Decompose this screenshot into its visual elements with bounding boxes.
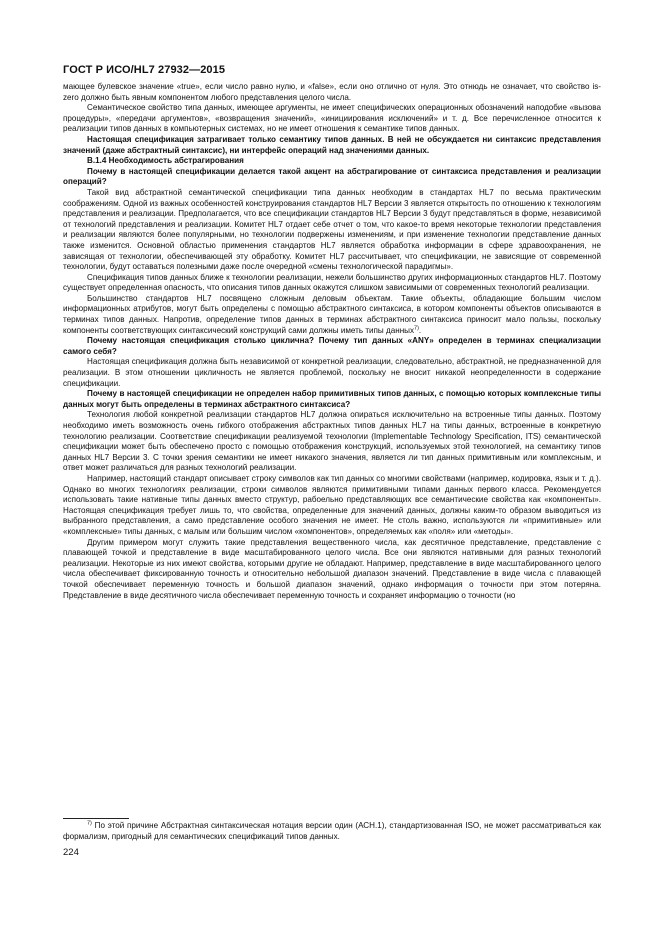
footnote-divider — [63, 818, 129, 819]
paragraph: Семантическое свойство типа данных, имеющее аргументы, не имеет специфических операционных обозначений наподобие «вызова процедуры», «передачи аргументов», «возвращения значений», «инициирования исключений» и т. д. Все перечисленное относится к реализации типов данных в компьютерных системах, но не имеет отношения к семантике типов данных. — [63, 103, 601, 134]
question-heading: Почему настоящая спецификация столько циклична? Почему тип данных «ANY» определен в терминах специализации самого себя? — [63, 336, 601, 356]
question-heading: Почему в настоящей спецификации не определен набор примитивных типов данных, с помощью которых комплексные типы данных могут быть определены в терминах абстрактного синтаксиса? — [63, 389, 601, 409]
paragraph: Например, настоящий стандарт описывает строку символов как тип данных со многими свойствами (например, кодировка, язык и т. д.). Однако во многих технологиях реализации, строки символов являются примитивными типами данных первого класса. Рекомендуется использовать такие нативные типы данных вместо структур, рабоельно представляющих все семантические свойства как «компоненты». Настоящая спецификация требует лишь то, что свойства, определенные для значений данных, должны каким-то образом выводиться из выбранного представления, а само представление особого значения не имеет. Не столь важно, используются ли «примитивные» или «комплексные» типы данных, с малым или большим числом «компонентов», определяемых как «поля» или «методы». — [63, 473, 601, 536]
document-header: ГОСТ Р ИСО/HL7 27932—2015 — [63, 64, 226, 76]
paragraph: Технология любой конкретной реализации стандартов HL7 должна опираться исключительно на встроенные типы данных. Поэтому необходимо иметь возможность очень гибкого отображения абстрактных типов данных HL7 на типы данных, встроенные в конкретную технологию реализации. Соответствие спецификации реализуемой технологии (Implementable Technology Specification, ITS) семантической спецификации может быть обеспечено просто с помощью отображения конструкций, используемых этой технологией, на семантику типов данных HL7 Версии 3. С точки зрения семантики не имеет никакого значения, является ли тип данных примитивным или комплексным, и ответ может различаться для разных технологий реализации. — [63, 410, 601, 473]
paragraph: мающее булевское значение «true», если число равно нулю, и «false», если оно отлично от нуля. Это отнюдь не означает, что свойство is-zero должно быть явным компонентом любого представления целого числа. — [63, 82, 601, 102]
footnote-reference: 7) — [414, 324, 419, 331]
footnote-marker: 7) — [87, 820, 92, 827]
body-text — [63, 82, 601, 601]
paragraph: Такой вид абстрактной семантической спецификации типа данных необходим в стандартах HL7 по весьма практическим соображениям. Одной из важных особенностей конструирования стандартов HL7 Версии 3 является открытость по отношению к технологиям представления и реализации. Предполагается, что все спецификации стандартов HL7 Версии 3 будут представляться в форме, независимой от технологий представления и реализации. Комитет HL7 отдает себе отчет о том, что какое-то время некоторые технологии представления и реализации являются более популярными, но технологии подвержены изменениям, и при изменение технологии представление данных также изменится. Основной областью применения стандартов HL7 является обработка информации в сфере здравоохранения, не зависящая от технологии, обеспечивающей эту обработку. Комитет HL7 рассчитывает, что спецификации, не зависящие от современной технологии, будут оставаться полезными даже после очередной «смены технологической парадигмы». — [63, 187, 601, 272]
footnote-text: По этой причине Абстрактная синтаксическая нотация версии один (АСН.1), стандартизованная ISO, не может рассматриваться как формализм, пригодный для семантических спецификаций типов данных. — [63, 821, 601, 841]
question-heading: Почему в настоящей спецификации делается такой акцент на абстрагирование от синтаксиса представления и реализации операций? — [63, 166, 601, 187]
paragraph: Спецификация типов данных ближе к технологии реализации, нежели большинство других информационных стандартов HL7. Поэтому существует определенная опасность, что описания типов данных окажутся слишком зависимыми от современных технологий реализации. — [63, 272, 601, 293]
paragraph: Большинство стандартов HL7 посвящено сложным деловым объектам. Такие объекты, обладающие большим числом информационных атрибутов, могут быть определены с помощью абстрактного синтаксиса, в котором компоненты объектов описываются в терминах типов данных. Напротив, определение типов данных в терминах абстрактного синтаксиса приносит мало пользы, поскольку компоненты соответствующих синтаксический конструкций сами должны иметь типы данных$^{7)}$. — [63, 293, 601, 335]
page-number: 224 — [63, 847, 79, 858]
paragraph: Настоящая спецификация должна быть независимой от конкретной реализации, следовательно, абстрактной, не предназначенной для реализации. В этом отношении цикличность не является проблемой, поскольку не вносит никакой неопределенности в содержание спецификации. — [63, 357, 601, 388]
paragraph: Другим примером могут служить такие представления вещественного числа, как десятичное представление, представление с плавающей точкой и представление в виде масштабированного целого числа. Все они являются нативными для разных технологий реализации. Некоторые из них имеют свойства, которыми другие не обладают. Например, представление в виде масштабированного целого числа обеспечивает фиксированную точность и относительно небольшой диапазон значений. Представление в виде числа с плавающей точкой обеспечивает переменную точность и большой диапазон значений, однако информация о точности при этом потеряна. Представление в виде десятичного числа обеспечивает переменную точность и сохраняет информацию о точности (но — [63, 537, 601, 600]
footnote — [63, 821, 601, 842]
section-heading: В.1.4 Необходимость абстрагирования — [87, 156, 244, 166]
paragraph-bold: Настоящая спецификация затрагивает только семантику типов данных. В ней не обсуждается ни синтаксис представления значений (даже абстрактный синтаксис), ни интерфейс операций над значениями данных. — [63, 134, 601, 155]
paragraph-text: Большинство стандартов HL7 посвящено сложным деловым объектам. Такие объекты, обладающие большим числом информационных атрибутов, могут быть определены с помощью абстрактного синтаксиса, в котором компоненты объектов описываются в терминах типов данных. Напротив, определение типов данных в терминах абстрактного синтаксиса приносит мало пользы, поскольку компоненты соответствующих синтаксический конструкций сами должны иметь типы данных — [63, 293, 601, 335]
